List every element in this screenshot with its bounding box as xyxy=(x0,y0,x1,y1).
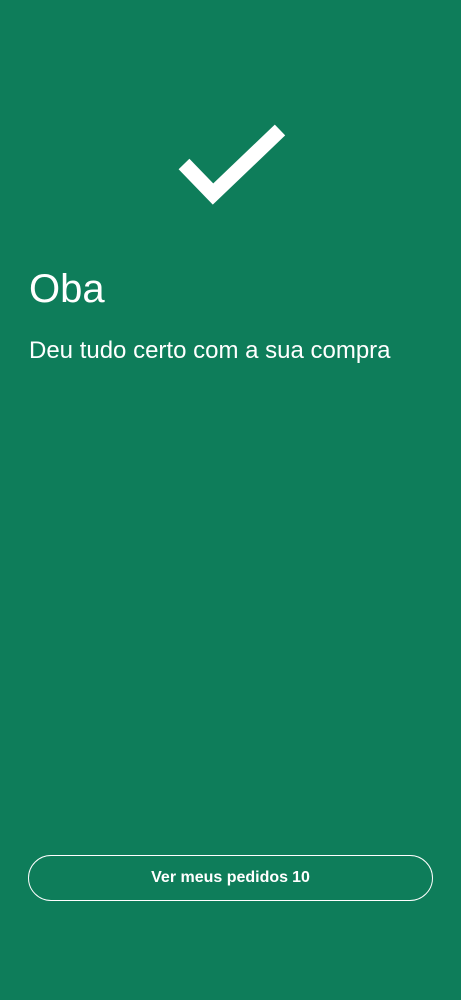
orders-count: 10 xyxy=(292,869,310,886)
view-orders-button[interactable] xyxy=(28,855,433,901)
success-title: Oba xyxy=(29,267,105,311)
check-icon xyxy=(176,122,288,212)
success-message: Deu tudo certo com a sua compra xyxy=(29,337,391,364)
view-orders-label: Ver meus pedidos xyxy=(151,869,289,886)
